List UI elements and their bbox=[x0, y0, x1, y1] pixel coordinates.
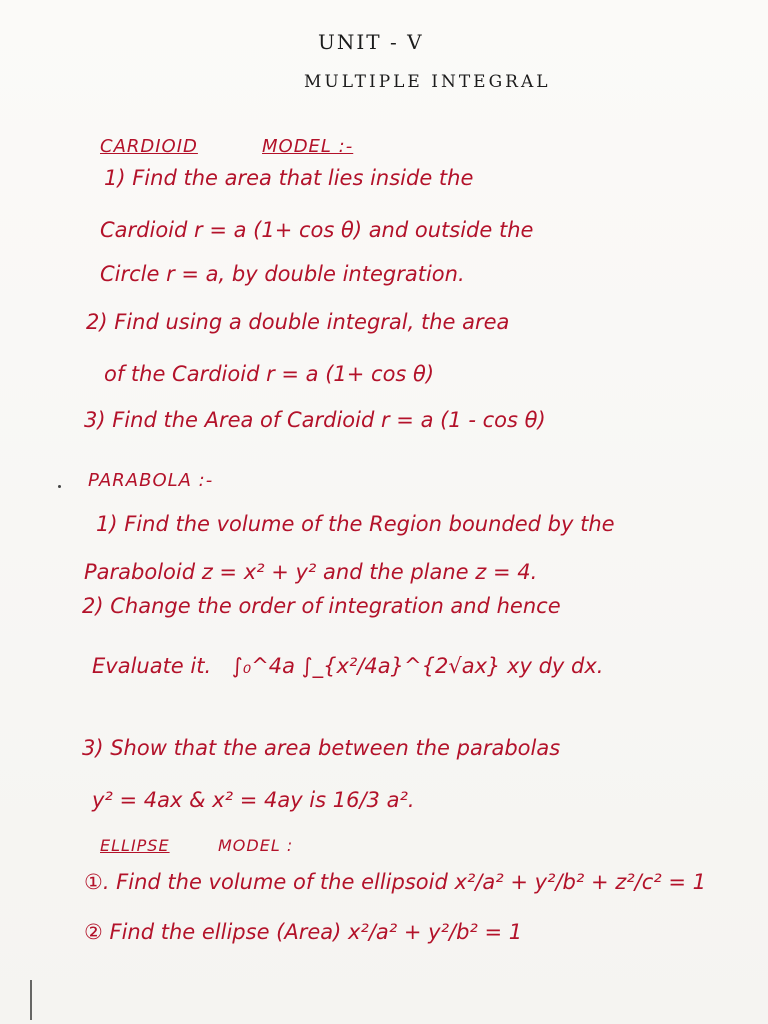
unit-title: UNIT - V bbox=[318, 30, 424, 54]
parabola-question-3-line-2: y² = 4ax & x² = 4ay is 16/3 a². bbox=[92, 788, 415, 812]
cardioid-question-3: 3) Find the Area of Cardioid r = a (1 - cos θ) bbox=[84, 408, 546, 432]
parabola-question-2-line-1: 2) Change the order of integration and hence bbox=[82, 594, 561, 618]
subject-title: MULTIPLE INTEGRAL bbox=[304, 72, 551, 92]
cardioid-question-1-line-1: 1) Find the area that lies inside the bbox=[104, 166, 474, 190]
section-heading-cardioid-model: MODEL :- bbox=[262, 136, 354, 157]
parabola-question-2-line-2 bbox=[92, 654, 603, 678]
parabola-question-2-prefix: Evaluate it. bbox=[92, 654, 212, 678]
parabola-question-3-line-1: 3) Show that the area between the parabolas bbox=[82, 736, 561, 760]
section-heading-cardioid: CARDIOID bbox=[100, 136, 198, 157]
ellipse-question-2: ② Find the ellipse (Area) x²/a² + y²/b² = 1 bbox=[84, 920, 523, 944]
cardioid-question-1-line-3: Circle r = a, by double integration. bbox=[100, 262, 465, 286]
section-heading-ellipse-model: MODEL : bbox=[218, 836, 294, 855]
cardioid-question-2-line-2: of the Cardioid r = a (1+ cos θ) bbox=[104, 362, 435, 386]
page-edge-mark bbox=[30, 980, 32, 1020]
paper-speck bbox=[58, 485, 61, 488]
parabola-question-1-line-1: 1) Find the volume of the Region bounded by the bbox=[96, 512, 615, 536]
section-heading-parabola: PARABOLA :- bbox=[88, 470, 214, 491]
cardioid-question-1-line-2: Cardioid r = a (1+ cos θ) and outside the bbox=[100, 218, 534, 242]
parabola-question-1-line-2: Paraboloid z = x² + y² and the plane z = 4. bbox=[84, 560, 538, 584]
ellipse-question-1: ①. Find the volume of the ellipsoid x²/a² + y²/b² + z²/c² = 1 bbox=[84, 870, 707, 894]
cardioid-question-2-line-1: 2) Find using a double integral, the area bbox=[86, 310, 510, 334]
section-heading-ellipse: ELLIPSE bbox=[100, 836, 170, 855]
double-integral-expression: ∫₀^4a ∫_{x²/4a}^{2√ax} xy dy dx. bbox=[231, 654, 604, 678]
